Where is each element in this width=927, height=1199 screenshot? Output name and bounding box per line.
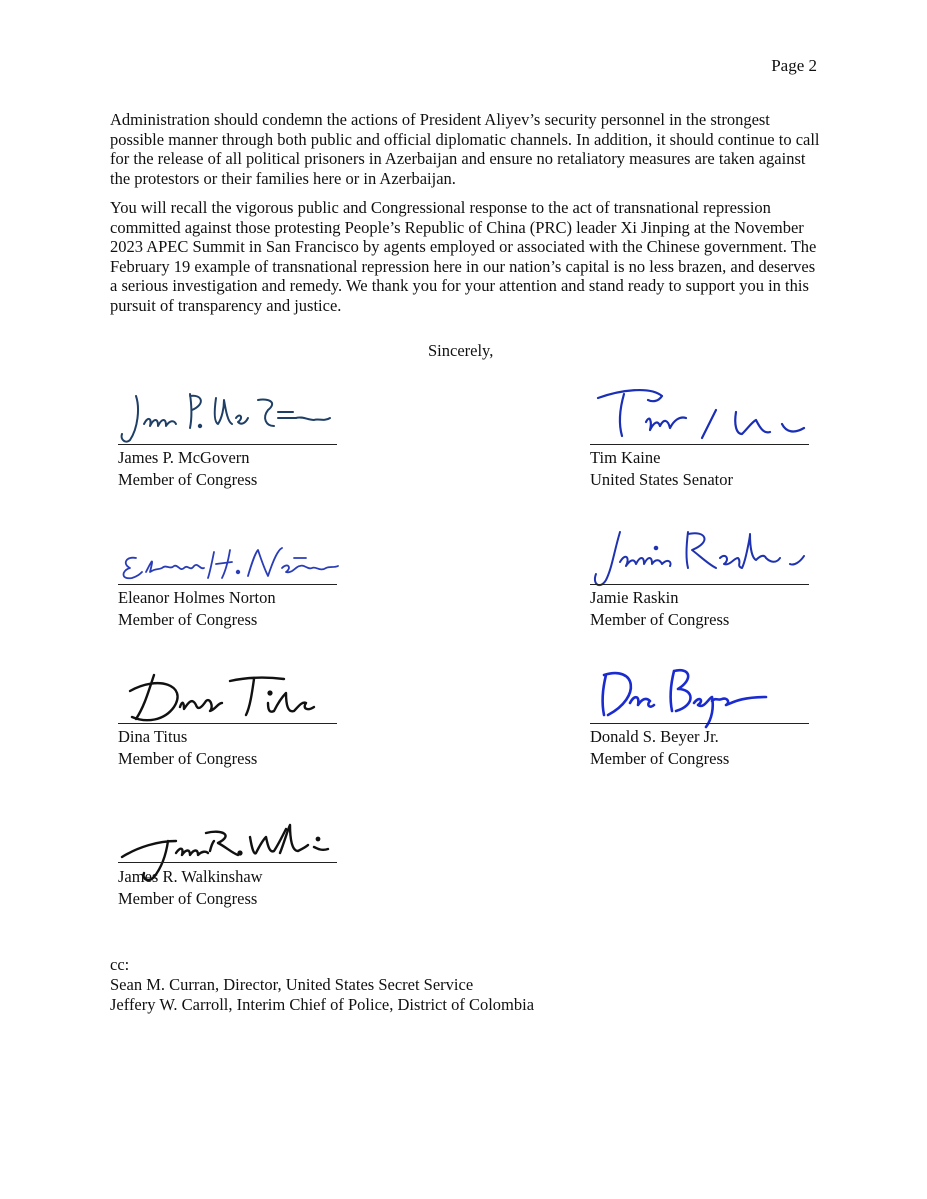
signature-block-titus (118, 667, 338, 807)
signature-line (118, 723, 337, 724)
signature-block-norton (118, 528, 338, 668)
signatory-name: Eleanor Holmes Norton (118, 588, 276, 607)
signature-block-kaine (590, 388, 810, 528)
signatory-title: Member of Congress (118, 610, 258, 629)
signature-block-walkinshaw (118, 807, 338, 947)
cc-recipient: Sean M. Curran, Director, United States Secret Service (110, 975, 474, 994)
signatory-title: United States Senator (590, 470, 733, 489)
signature-line (118, 862, 337, 863)
signature-mcgovern-image (118, 388, 348, 448)
cc-label: cc: (110, 955, 130, 974)
signature-norton-image (118, 528, 348, 588)
signatory-name: Dina Titus (118, 727, 188, 746)
signatory-title: Member of Congress (590, 610, 730, 629)
signatory-title: Member of Congress (118, 889, 258, 908)
signature-line (118, 584, 337, 585)
signature-line (590, 584, 809, 585)
signature-block-mcgovern (118, 388, 338, 528)
page-number: Page 2 (771, 56, 817, 75)
signatory-title: Member of Congress (118, 749, 258, 768)
signatory-name: Donald S. Beyer Jr. (590, 727, 719, 746)
signatory-name: James P. McGovern (118, 448, 250, 467)
signatory-title: Member of Congress (590, 749, 730, 768)
cc-recipient: Jeffery W. Carroll, Interim Chief of Police, District of Colombia (110, 995, 535, 1014)
signature-line (590, 444, 809, 445)
signature-block-beyer (590, 667, 810, 807)
signatory-name: Jamie Raskin (590, 588, 679, 607)
closing-salutation: Sincerely, (428, 341, 494, 360)
signature-kaine-image (590, 388, 820, 448)
signature-line (590, 723, 809, 724)
cc-block (110, 955, 534, 1015)
signatory-title: Member of Congress (118, 470, 258, 489)
signature-line (118, 444, 337, 445)
body-paragraph-2: You will recall the vigorous public and Congressional response to the act of transnational repression committed against those protesting People’s Republic of China (PRC) leader Xi Jinping at the November 2023 APEC Summit in San Francisco by agents employed or associated with the Chinese government. The February 19 example of transnational repression here in our nation’s capital is no less brazen, and deserves a serious investigation and remedy. We thank you for your attention and stand ready to support you in this pursuit of transparency and justice. (110, 198, 817, 315)
signatory-name: James R. Walkinshaw (118, 867, 263, 886)
body-paragraph-1: Administration should condemn the actions of President Aliyev’s security personnel in the strongest possible manner through both public and official diplomatic channels. In addition, it should continue to call for the release of all political prisoners in Azerbaijan and ensure no retaliatory measures are taken against the protestors or their families here or in Azerbaijan. (110, 110, 820, 188)
signatory-name: Tim Kaine (590, 448, 661, 467)
signature-block-raskin (590, 528, 810, 668)
signature-titus-image (118, 667, 348, 727)
